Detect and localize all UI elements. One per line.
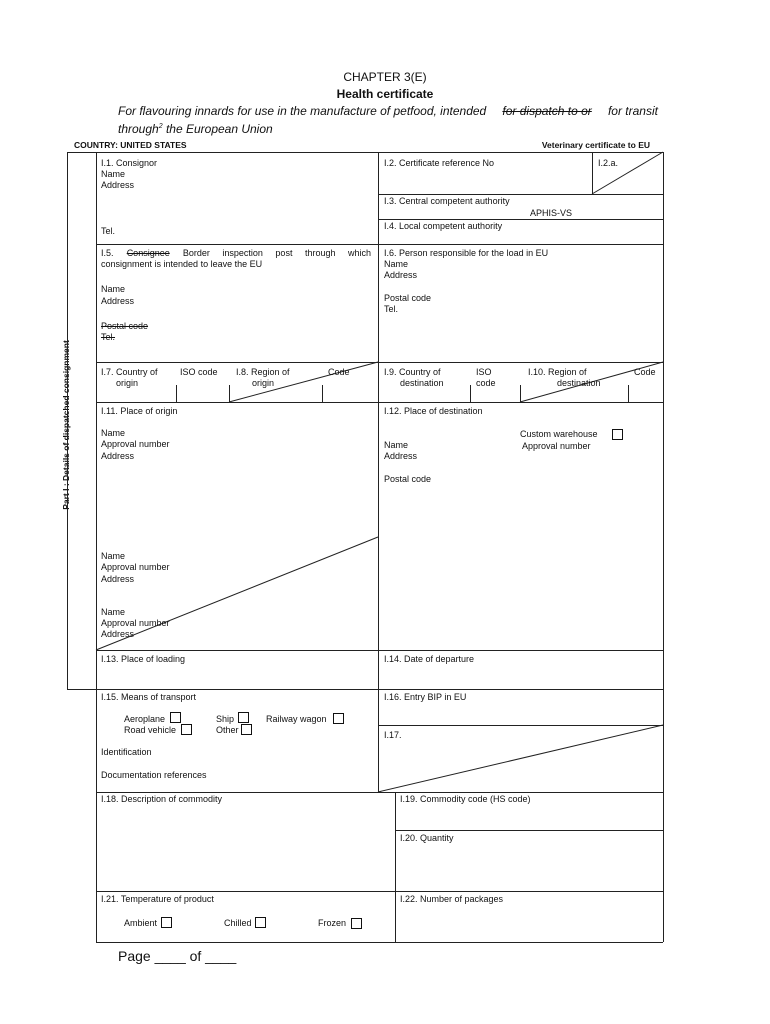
ship-label: Ship bbox=[216, 714, 235, 724]
i6-postal-code: Postal code bbox=[384, 293, 432, 303]
country-of-destination-label: I.9. Country of bbox=[384, 367, 441, 377]
origin-approval-3: Approval number bbox=[101, 618, 170, 628]
consignor-name: Name bbox=[101, 169, 126, 179]
origin-address-1: Address bbox=[101, 451, 135, 461]
consignor-label: I.1. Consignor bbox=[101, 158, 158, 168]
country-label: COUNTRY: UNITED STATES bbox=[74, 140, 187, 150]
chapter-heading: CHAPTER 3(E) bbox=[343, 70, 427, 84]
place-of-destination-label: I.12. Place of destination bbox=[384, 406, 483, 416]
means-of-transport-label: I.15. Means of transport bbox=[101, 692, 197, 702]
chilled-label: Chilled bbox=[224, 918, 252, 928]
page-number: Page ____ of ____ bbox=[118, 948, 237, 964]
origin-approval-2: Approval number bbox=[101, 562, 170, 572]
frozen-label: Frozen bbox=[318, 918, 347, 928]
destination-region-code-label: Code bbox=[634, 367, 656, 377]
consignor-address: Address bbox=[101, 180, 135, 190]
border-inspection-post-line2: consignment is intended to leave the EU bbox=[101, 259, 263, 269]
veterinary-certificate-label: Veterinary certificate to EU bbox=[541, 140, 650, 150]
subtitle-part-c2: the European Union bbox=[165, 122, 273, 136]
region-of-destination-label: I.10. Region of bbox=[528, 367, 587, 377]
i5-number: I.5. bbox=[101, 248, 114, 258]
chilled-checkbox[interactable] bbox=[255, 917, 266, 928]
region-of-destination-label-2: destination bbox=[557, 378, 601, 388]
i17-label: I.17. bbox=[384, 730, 402, 740]
commodity-code-label: I.19. Commodity code (HS code) bbox=[400, 794, 531, 804]
destination-iso-label-2: code bbox=[476, 378, 496, 388]
origin-approval-1: Approval number bbox=[101, 439, 170, 449]
country-of-origin-label-2: origin bbox=[116, 378, 139, 388]
subtitle-struck-text: for dispatch to or bbox=[502, 104, 592, 118]
i6-address: Address bbox=[384, 270, 418, 280]
destination-approval-number: Approval number bbox=[522, 441, 591, 451]
origin-address-2: Address bbox=[101, 574, 135, 584]
i5-address: Address bbox=[101, 296, 135, 306]
frozen-checkbox[interactable] bbox=[351, 918, 362, 929]
ship-checkbox[interactable] bbox=[238, 712, 249, 723]
destination-name: Name bbox=[384, 440, 409, 450]
aeroplane-label: Aeroplane bbox=[124, 714, 166, 724]
destination-address: Address bbox=[384, 451, 418, 461]
central-authority-label: I.3. Central competent authority bbox=[384, 196, 510, 206]
place-of-origin-label: I.11. Place of origin bbox=[101, 406, 178, 416]
certificate-reference-label: I.2. Certificate reference No bbox=[384, 158, 495, 168]
ambient-label: Ambient bbox=[124, 918, 158, 928]
origin-name-3: Name bbox=[101, 607, 126, 617]
consignor-tel: Tel. bbox=[101, 226, 116, 236]
origin-region-code-label: Code bbox=[328, 367, 350, 377]
other-label: Other bbox=[216, 725, 239, 735]
i6-tel: Tel. bbox=[384, 304, 399, 314]
other-checkbox[interactable] bbox=[241, 724, 252, 735]
border-inspection-post-label bbox=[101, 248, 371, 260]
date-of-departure-label: I.14. Date of departure bbox=[384, 654, 475, 664]
side-label: Part I : Details of dispatched consignment bbox=[61, 340, 71, 510]
i5-rest: Border inspection post through which bbox=[182, 248, 371, 258]
country-of-origin-label: I.7. Country of bbox=[101, 367, 158, 377]
i5-name: Name bbox=[101, 284, 126, 294]
description-of-commodity-label: I.18. Description of commodity bbox=[101, 794, 223, 804]
quantity-label: I.20. Quantity bbox=[400, 833, 454, 843]
aeroplane-checkbox[interactable] bbox=[170, 712, 181, 723]
number-of-packages-label: I.22. Number of packages bbox=[400, 894, 504, 904]
origin-iso-code-label: ISO code bbox=[180, 367, 218, 377]
destination-postal-code: Postal code bbox=[384, 474, 432, 484]
certificate-reference-a-label: I.2.a. bbox=[598, 158, 619, 168]
road-vehicle-label: Road vehicle bbox=[124, 725, 177, 735]
subtitle-part-a: For flavouring innards for use in the manufacture of petfood, intended bbox=[118, 104, 487, 118]
origin-name-1: Name bbox=[101, 428, 126, 438]
consignee-struck: Consignee bbox=[126, 248, 170, 258]
central-authority-value: APHIS-VS bbox=[530, 208, 573, 218]
custom-warehouse-label: Custom warehouse bbox=[520, 429, 598, 439]
person-responsible-label: I.6. Person responsible for the load in EU bbox=[384, 248, 549, 258]
local-authority-label: I.4. Local competent authority bbox=[384, 221, 503, 231]
i5-tel-struck: Tel. bbox=[101, 332, 116, 342]
country-of-destination-label-2: destination bbox=[400, 378, 444, 388]
page-title: Health certificate bbox=[336, 87, 434, 101]
origin-address-3: Address bbox=[101, 629, 135, 639]
documentation-references-label: Documentation references bbox=[101, 770, 207, 780]
destination-iso-label: ISO bbox=[476, 367, 492, 377]
custom-warehouse-checkbox[interactable] bbox=[612, 429, 623, 440]
subtitle-part-c1: through bbox=[118, 122, 159, 136]
region-of-origin-label-2: origin bbox=[252, 378, 275, 388]
ambient-checkbox[interactable] bbox=[161, 917, 172, 928]
road-vehicle-checkbox[interactable] bbox=[181, 724, 192, 735]
railway-wagon-checkbox[interactable] bbox=[333, 713, 344, 724]
temperature-label: I.21. Temperature of product bbox=[101, 894, 214, 904]
i5-postal-code-struck: Postal code bbox=[101, 321, 149, 331]
identification-label: Identification bbox=[101, 747, 152, 757]
footnote-marker: 2 bbox=[158, 123, 163, 130]
region-of-origin-label: I.8. Region of bbox=[236, 367, 290, 377]
place-of-loading-label: I.13. Place of loading bbox=[101, 654, 186, 664]
entry-bip-label: I.16. Entry BIP in EU bbox=[384, 692, 467, 702]
origin-name-2: Name bbox=[101, 551, 126, 561]
i6-name: Name bbox=[384, 259, 409, 269]
subtitle-part-b: for transit bbox=[607, 104, 658, 118]
railway-wagon-label: Railway wagon bbox=[266, 714, 327, 724]
